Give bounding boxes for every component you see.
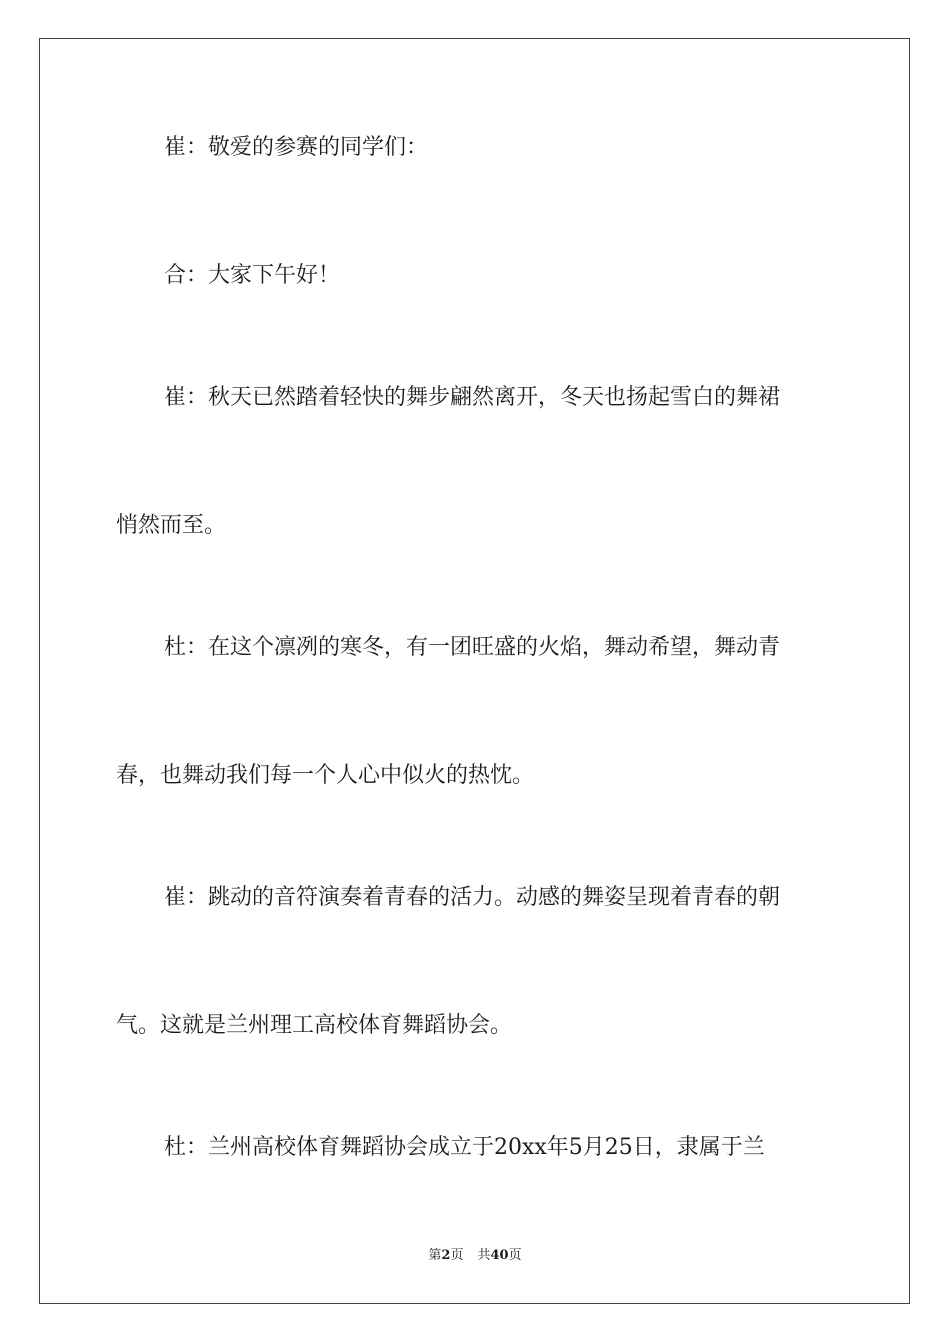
paragraph-line: 杜：兰州高校体育舞蹈协会成立于20xx年5月25日，隶属于兰 [164, 1135, 765, 1160]
page-suffix: 页 [450, 1248, 464, 1263]
page-number: 2 [441, 1248, 451, 1263]
paragraph-line: 崔：秋天已然踏着轻快的舞步翩然离开，冬天也扬起雪白的舞裙 [164, 385, 781, 410]
paragraph-line: 春，也舞动我们每一个人心中似火的热忱。 [116, 763, 535, 788]
paragraph-line: 悄然而至。 [116, 513, 227, 538]
page-footer [0, 1247, 950, 1265]
total-prefix: 共 [477, 1248, 491, 1263]
paragraph-line: 合：大家下午好！ [164, 263, 341, 288]
paragraph-line: 崔：跳动的音符演奏着青春的活力。动感的舞姿呈现着青春的朝 [164, 885, 781, 910]
total-suffix: 页 [508, 1248, 522, 1263]
paragraph-line: 崔：敬爱的参赛的同学们： [164, 135, 429, 160]
page-prefix: 第 [428, 1248, 442, 1263]
paragraph-line: 杜：在这个凛冽的寒冬，有一团旺盛的火焰，舞动希望，舞动青 [164, 635, 781, 660]
total-pages: 40 [490, 1248, 509, 1263]
paragraph-line: 气。这就是兰州理工高校体育舞蹈协会。 [116, 1013, 513, 1038]
page-border [39, 38, 910, 1304]
